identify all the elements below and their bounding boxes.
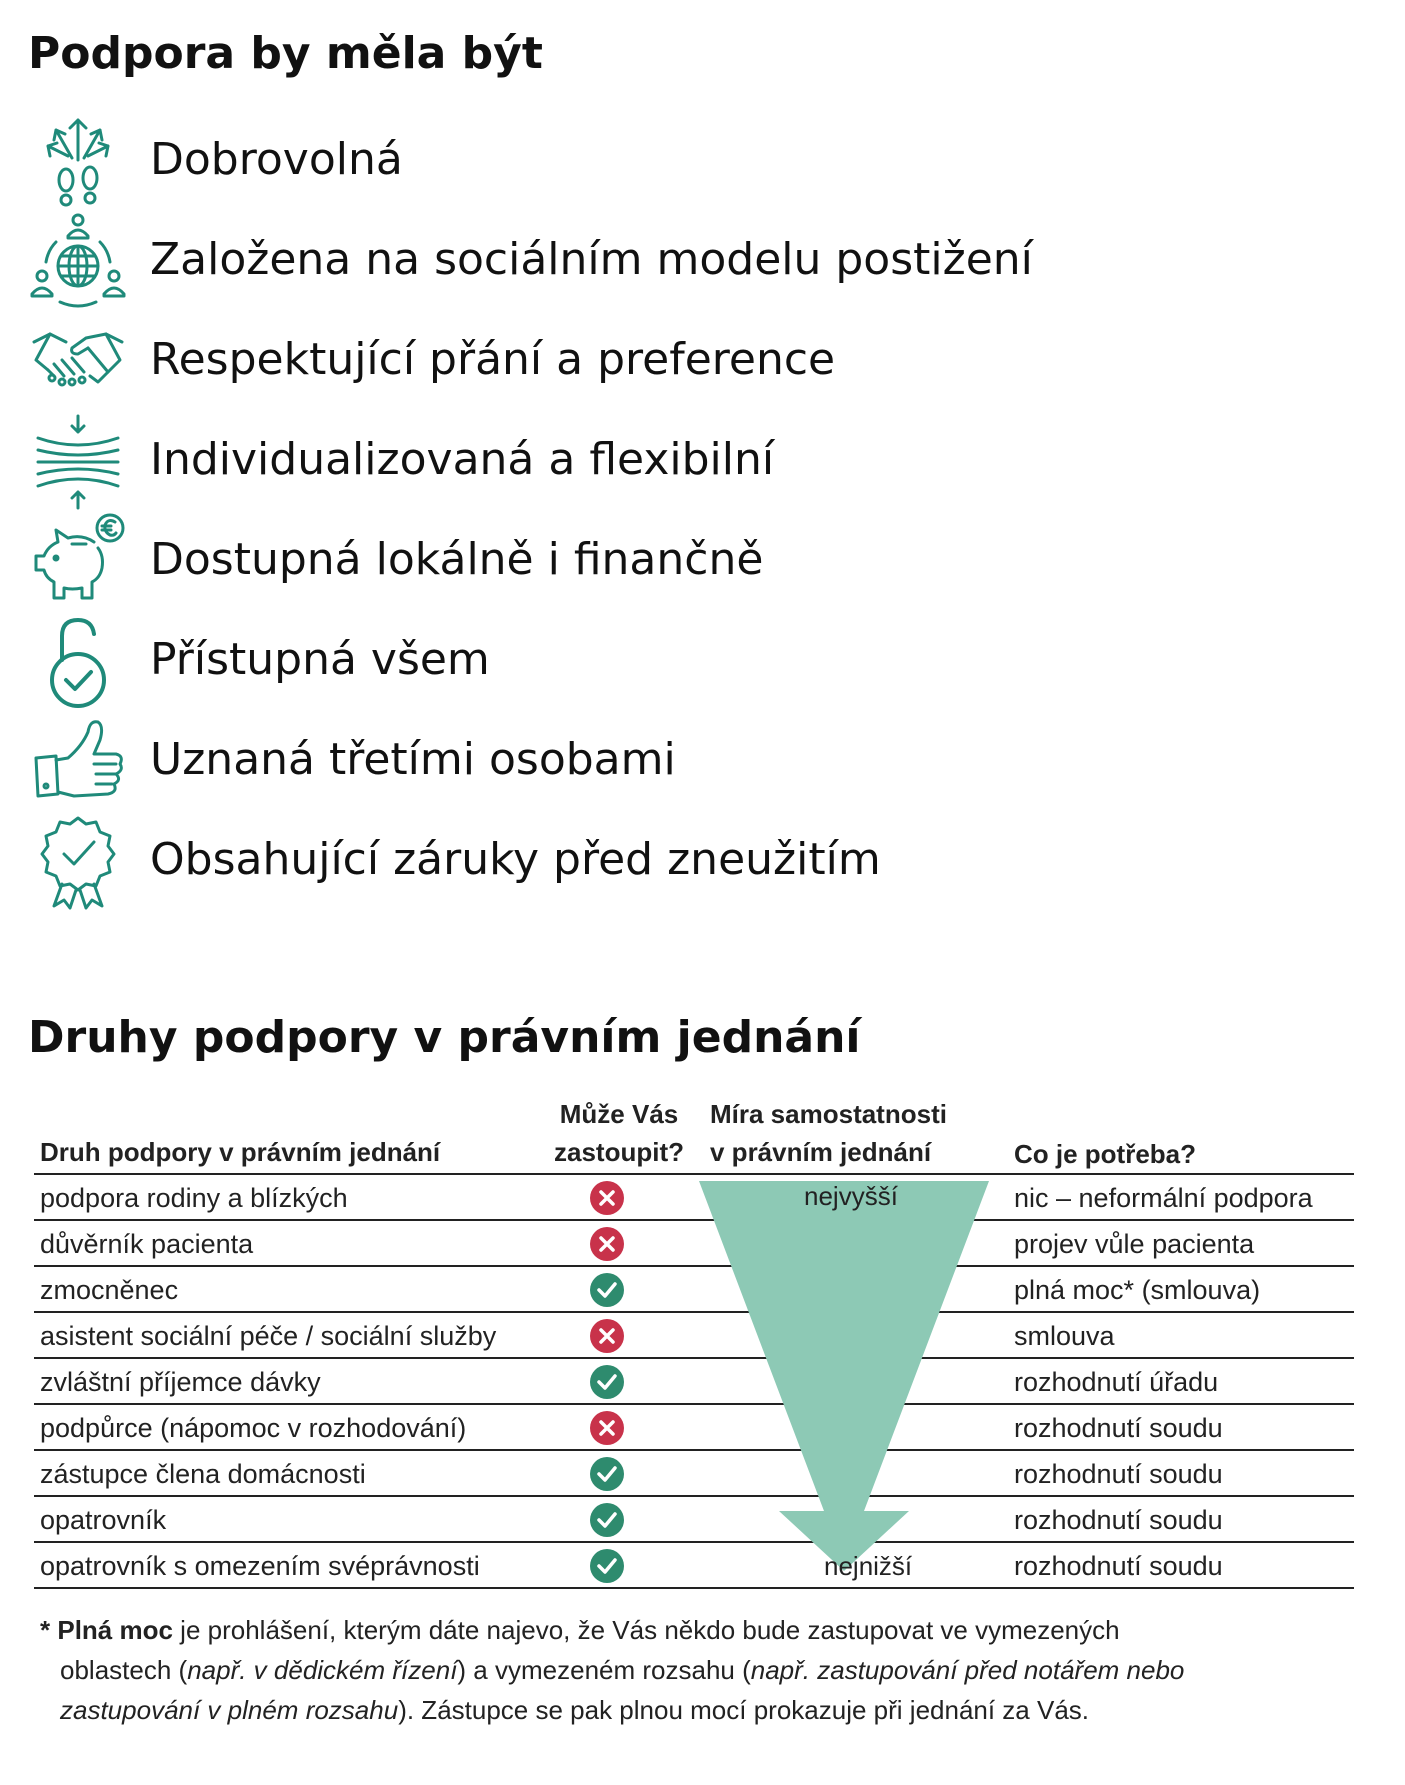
section-title-support-types: Druhy podpory v právním jednání: [28, 1012, 861, 1063]
table-row: [34, 1221, 1354, 1267]
support-type-cell: podpůrce (nápomoc v rozhodování): [40, 1413, 467, 1443]
support-type-cell: asistent sociální péče / sociální služby: [40, 1321, 497, 1351]
header-autonomy-line1: Míra samostatnosti: [710, 1099, 947, 1129]
table-row: [34, 1359, 1354, 1405]
support-type-cell: zástupce člena domácnosti: [40, 1459, 366, 1489]
autonomy-highest-label: nejvyšší: [804, 1181, 898, 1211]
principle-label: Přístupná všem: [150, 634, 490, 685]
table-row: [34, 1267, 1354, 1313]
principle-item: [24, 212, 1224, 302]
principle-label: Respektující přání a preference: [150, 334, 836, 385]
yes-check-icon: [589, 1272, 625, 1308]
piggy-bank-euro-icon: [28, 512, 128, 612]
requirement-cell: rozhodnutí úřadu: [1014, 1367, 1219, 1397]
table-row: [34, 1497, 1354, 1543]
principle-item: [24, 612, 1224, 702]
requirement-cell: rozhodnutí soudu: [1014, 1505, 1223, 1535]
footnote-star: *: [40, 1615, 51, 1645]
footnote-example: např. zastupování před notářem nebo: [750, 1655, 1185, 1685]
principle-item: [24, 412, 1224, 502]
no-cross-icon: [589, 1410, 625, 1446]
support-type-cell: podpora rodiny a blízkých: [40, 1183, 348, 1213]
principle-label: Dostupná lokálně i finančně: [150, 534, 764, 585]
principle-label: Založena na sociálním modelu postižení: [150, 234, 1033, 285]
footnote: [40, 1610, 1340, 1730]
badge-check-icon: [28, 812, 128, 912]
no-cross-icon: [589, 1318, 625, 1354]
requirement-cell: rozhodnutí soudu: [1014, 1413, 1223, 1443]
support-types-table: [34, 1095, 1354, 1615]
support-type-cell: opatrovník s omezením svéprávnosti: [40, 1551, 480, 1581]
open-lock-check-icon: [28, 612, 128, 712]
autonomy-lowest-label: nejnižší: [824, 1551, 913, 1581]
no-cross-icon: [589, 1180, 625, 1216]
footnote-term: Plná moc: [57, 1615, 173, 1645]
requirement-cell: projev vůle pacienta: [1014, 1229, 1255, 1259]
footnote-text: je prohlášení, kterým dáte najevo, že Vás někdo bude zastupovat ve vymezených: [172, 1615, 1120, 1645]
header-support-type: Druh podpory v právním jednání: [40, 1137, 441, 1167]
globe-people-icon: [28, 212, 128, 312]
footnote-line-3: [40, 1690, 1340, 1730]
flex-lines-icon: [28, 412, 128, 512]
support-type-cell: zvláštní příjemce dávky: [40, 1367, 321, 1397]
support-type-cell: zmocněnec: [40, 1275, 179, 1305]
yes-check-icon: [589, 1502, 625, 1538]
table-row: [34, 1451, 1354, 1497]
principle-item: [24, 312, 1224, 402]
requirement-cell: plná moc* (smlouva): [1014, 1275, 1261, 1305]
principle-label: Uznaná třetími osobami: [150, 734, 676, 785]
table-row: [34, 1405, 1354, 1451]
footnote-text: ) a vymezeném rozsahu (: [457, 1655, 751, 1685]
principle-item: [24, 712, 1224, 802]
table-row: [34, 1313, 1354, 1359]
section-title-principles: Podpora by měla být: [28, 28, 543, 79]
principle-label: Individualizovaná a flexibilní: [150, 434, 775, 485]
footnote-line-2: [40, 1650, 1340, 1690]
table-row: [34, 1543, 1354, 1589]
requirement-cell: rozhodnutí soudu: [1014, 1459, 1223, 1489]
yes-check-icon: [589, 1456, 625, 1492]
yes-check-icon: [589, 1364, 625, 1400]
principle-label: Obsahující záruky před zneužitím: [150, 834, 881, 885]
no-cross-icon: [589, 1226, 625, 1262]
yes-check-icon: [589, 1548, 625, 1584]
requirement-cell: smlouva: [1014, 1321, 1115, 1351]
header-autonomy-line2: v právním jednání: [710, 1137, 932, 1167]
footnote-example: např. v dědickém řízení: [187, 1655, 458, 1685]
support-type-cell: opatrovník: [40, 1505, 167, 1535]
footnote-text: oblastech (: [60, 1655, 188, 1685]
principle-item: [24, 812, 1224, 902]
thumbs-up-icon: [28, 712, 128, 812]
principle-item: [24, 512, 1224, 602]
table-row: [34, 1175, 1354, 1221]
footnote-example: zastupování v plném rozsahu: [60, 1695, 399, 1725]
handshake-icon: [28, 312, 128, 412]
header-requirement: Co je potřeba?: [1014, 1139, 1197, 1169]
principle-item: [24, 112, 1224, 202]
footnote-text: ). Zástupce se pak plnou mocí prokazuje při jednání za Vás.: [398, 1695, 1090, 1725]
header-represent-line1: Může Vás: [559, 1099, 679, 1129]
footprints-arrows-icon: [28, 112, 128, 212]
requirement-cell: nic – neformální podpora: [1014, 1183, 1313, 1213]
requirement-cell: rozhodnutí soudu: [1014, 1551, 1223, 1581]
support-type-cell: důvěrník pacienta: [40, 1229, 254, 1259]
header-represent-line2: zastoupit?: [554, 1137, 684, 1167]
principle-label: Dobrovolná: [150, 134, 403, 185]
footnote-line-1: [40, 1615, 1120, 1645]
